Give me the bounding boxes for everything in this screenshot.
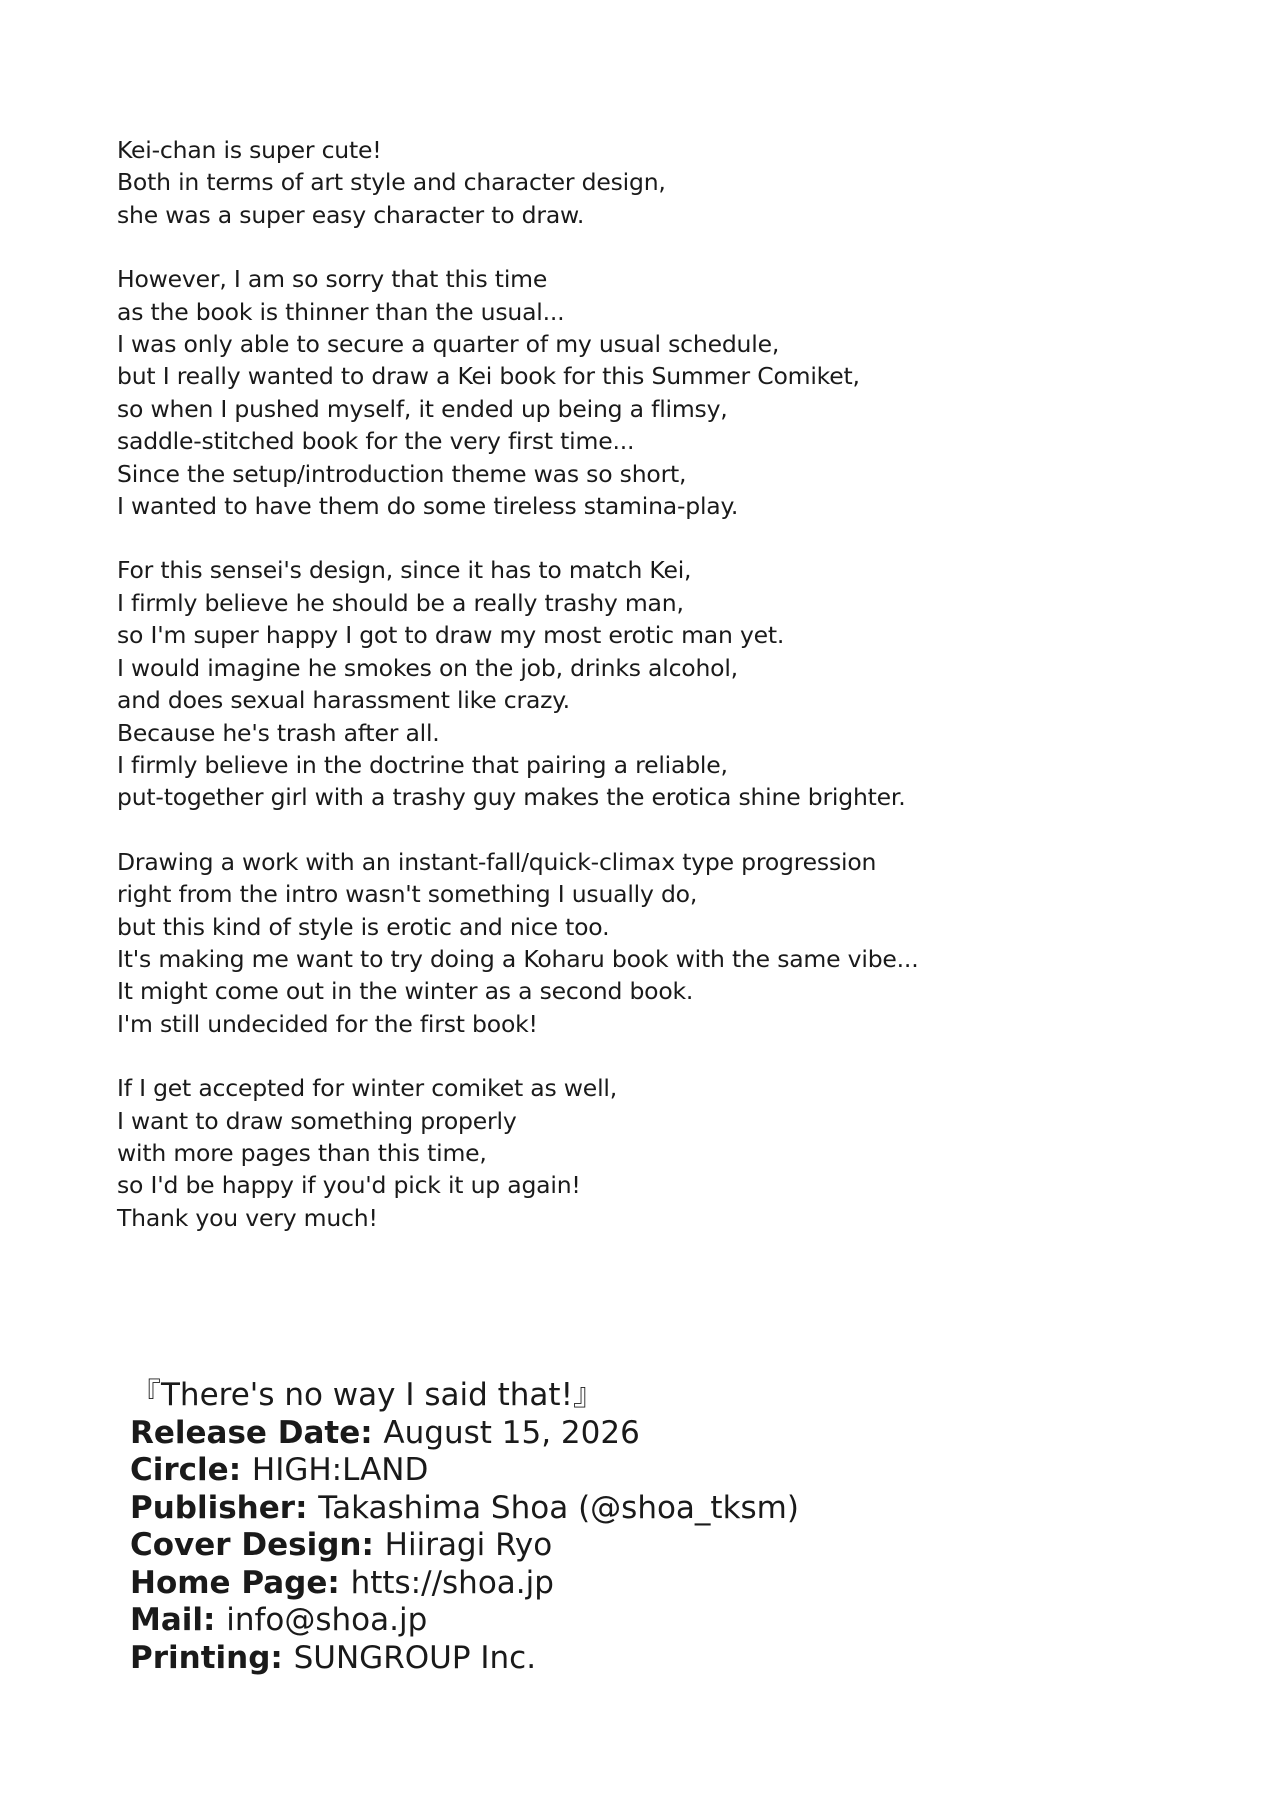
colophon-value: Hiiragi Ryo bbox=[384, 1527, 553, 1563]
colophon-value: htts://shoa.jp bbox=[350, 1564, 554, 1601]
colophon-value: HIGH:LAND bbox=[251, 1452, 429, 1488]
text-line: I want to draw something properly bbox=[117, 1106, 517, 1135]
colophon-value: Takashima Shoa (@shoa_tksm) bbox=[318, 1489, 799, 1526]
paragraph bbox=[117, 134, 1177, 231]
text-line: I firmly believe he should be a really trashy man, bbox=[117, 588, 684, 617]
colophon-value: August 15, 2026 bbox=[383, 1414, 640, 1451]
text-line: with more pages than this time, bbox=[117, 1138, 487, 1167]
text-line: saddle-stitched book for the very first time... bbox=[117, 427, 635, 456]
colophon-row-release-date bbox=[130, 1415, 1130, 1453]
colophon bbox=[130, 1377, 1130, 1677]
colophon-row-circle bbox=[130, 1452, 1130, 1490]
text-line: However, I am so sorry that this time bbox=[117, 265, 548, 294]
colophon-value: SUNGROUP Inc. bbox=[293, 1639, 537, 1676]
paragraph bbox=[117, 263, 1177, 522]
colophon-row-publisher bbox=[130, 1490, 1130, 1528]
paragraph bbox=[117, 554, 1177, 813]
text-line: Drawing a work with an instant-fall/quick-climax type progression bbox=[117, 847, 877, 876]
text-line: Because he's trash after all. bbox=[117, 718, 440, 747]
colophon-row-home-page bbox=[130, 1565, 1130, 1603]
paragraph bbox=[117, 1072, 1177, 1234]
colophon-row-printing bbox=[130, 1640, 1130, 1678]
colophon-label: Release Date: bbox=[130, 1414, 384, 1451]
text-line: I would imagine he smokes on the job, drinks alcohol, bbox=[117, 653, 738, 682]
text-line: I firmly believe in the doctrine that pairing a reliable, bbox=[117, 750, 728, 779]
text-line: and does sexual harassment like crazy. bbox=[117, 686, 570, 715]
text-line: For this sensei's design, since it has to match Kei, bbox=[117, 556, 692, 585]
text-line: It might come out in the winter as a second book. bbox=[117, 977, 694, 1006]
text-line: so I'm super happy I got to draw my most erotic man yet. bbox=[117, 621, 785, 650]
afterword-text bbox=[117, 134, 1177, 1266]
colophon-label: Publisher: bbox=[130, 1489, 319, 1526]
colophon-label: Cover Design: bbox=[130, 1527, 385, 1563]
colophon-row-cover-design bbox=[130, 1527, 1130, 1565]
book-title: 『There's no way I said that!』 bbox=[130, 1377, 605, 1413]
text-line: so when I pushed myself, it ended up being a flimsy, bbox=[117, 394, 728, 423]
text-line: I'm still undecided for the first book! bbox=[117, 1009, 538, 1038]
text-line: so I'd be happy if you'd pick it up again! bbox=[117, 1171, 581, 1200]
text-line: right from the intro wasn't something I usually do, bbox=[117, 880, 698, 909]
paragraph bbox=[117, 846, 1177, 1040]
colophon-value: info@shoa.jp bbox=[226, 1602, 428, 1638]
text-line: but this kind of style is erotic and nice too. bbox=[117, 912, 610, 941]
text-line: put-together girl with a trashy guy makes the erotica shine brighter. bbox=[117, 783, 906, 812]
colophon-row-mail bbox=[130, 1602, 1130, 1640]
text-line: I was only able to secure a quarter of my usual schedule, bbox=[117, 330, 780, 359]
colophon-label: Circle: bbox=[130, 1452, 252, 1488]
text-line: I wanted to have them do some tireless stamina-play. bbox=[117, 492, 739, 521]
text-line: as the book is thinner than the usual... bbox=[117, 297, 565, 326]
text-line: but I really wanted to draw a Kei book for this Summer Comiket, bbox=[117, 362, 860, 391]
text-line: If I get accepted for winter comiket as well, bbox=[117, 1074, 617, 1103]
text-line: It's making me want to try doing a Koharu book with the same vibe... bbox=[117, 944, 919, 973]
text-line: Thank you very much! bbox=[117, 1203, 378, 1232]
colophon-label: Home Page: bbox=[130, 1564, 351, 1601]
text-line: she was a super easy character to draw. bbox=[117, 200, 585, 229]
colophon-label: Mail: bbox=[130, 1602, 227, 1638]
colophon-label: Printing: bbox=[130, 1639, 294, 1676]
text-line: Both in terms of art style and character design, bbox=[117, 168, 666, 197]
text-line: Kei-chan is super cute! bbox=[117, 136, 382, 164]
text-line: Since the setup/introduction theme was so short, bbox=[117, 459, 687, 488]
